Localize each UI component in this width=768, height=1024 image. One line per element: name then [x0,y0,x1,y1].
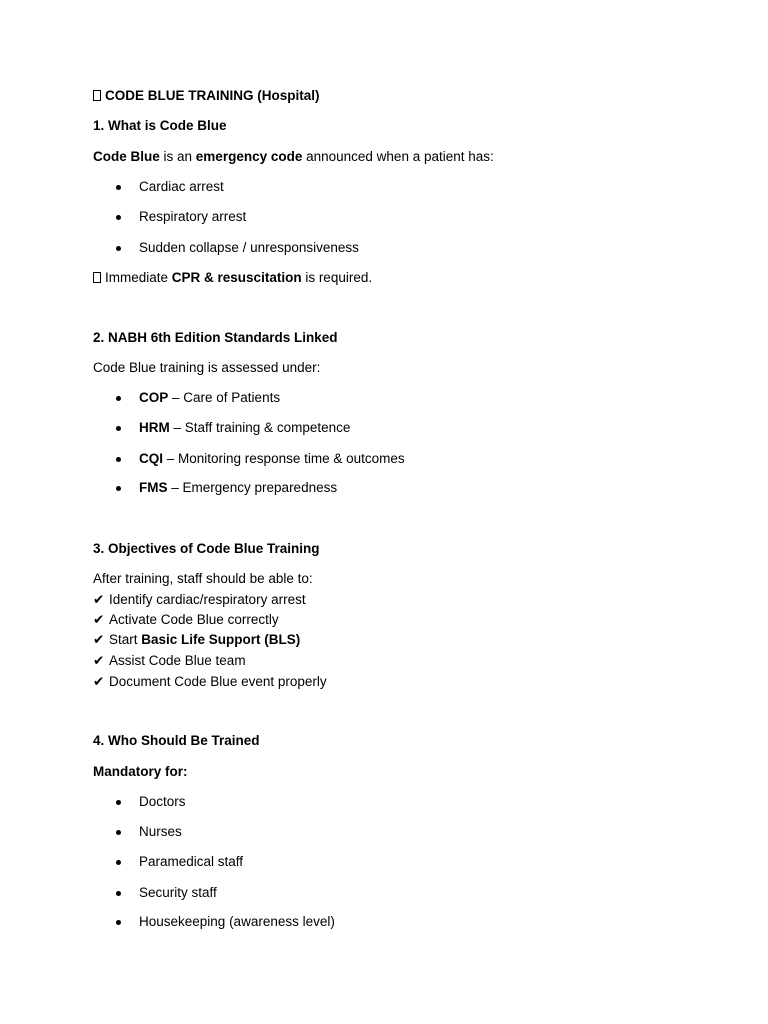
check-item [93,673,327,691]
check-item-text: Activate Code Blue correctly [109,612,279,627]
section-4-subheading: Mandatory for: [93,764,188,779]
standard-desc: – Care of Patients [168,390,281,405]
list-item-text [139,419,350,437]
standard-code: FMS [139,480,168,495]
list-item-text: Security staff [139,885,217,900]
standard-desc: – Emergency preparedness [167,480,338,495]
bullet-icon [116,891,121,896]
section-3-intro: After training, staff should be able to: [93,571,313,586]
list-item-text [139,389,280,407]
term-bls: Basic Life Support (BLS) [141,632,301,647]
document-title-line [93,87,320,105]
standard-desc: – Staff training & competence [169,420,351,435]
standard-code: COP [139,390,169,405]
note-text-end: is required. [301,270,373,285]
term-emergency-code: emergency code [195,149,303,164]
bullet-icon [116,426,121,431]
standard-desc: – Monitoring response time & outcomes [163,451,405,466]
missing-glyph-icon [93,272,101,283]
check-item [93,611,279,629]
document-title: CODE BLUE TRAINING (Hospital) [105,88,320,103]
check-item [93,631,300,649]
bullet-icon [116,215,121,220]
bullet-icon [116,185,121,190]
bullet-icon [116,396,121,401]
list-item-text: Doctors [139,794,186,809]
section-3-heading: 3. Objectives of Code Blue Training [93,541,320,556]
term-cpr: CPR & resuscitation [171,270,302,285]
bullet-icon [116,830,121,835]
list-item-text: Housekeeping (awareness level) [139,914,335,929]
standard-code: CQI [139,451,164,466]
list-item-text: Respiratory arrest [139,209,247,224]
section-1-intro [93,148,494,166]
missing-glyph-icon [93,90,101,101]
term-code-blue: Code Blue [93,149,160,164]
list-item-text: Cardiac arrest [139,179,224,194]
bullet-icon [116,486,121,491]
list-item-text: Paramedical staff [139,854,244,869]
list-item-text [139,450,405,468]
list-item-text [139,479,337,497]
checkmark-icon: ✔ [93,653,105,668]
note-text: Immediate [105,270,172,285]
check-item-text: Assist Code Blue team [109,653,246,668]
intro-text-end: announced when a patient has: [302,149,494,164]
section-1-note [93,269,372,287]
section-2-intro: Code Blue training is assessed under: [93,360,321,375]
standard-code: HRM [139,420,170,435]
list-item-text: Sudden collapse / unresponsiveness [139,240,359,255]
check-item [93,652,246,670]
check-item [93,591,306,609]
bullet-icon [116,860,121,865]
checkmark-icon: ✔ [93,592,105,607]
section-2-heading: 2. NABH 6th Edition Standards Linked [93,330,338,345]
bullet-icon [116,800,121,805]
section-4-heading: 4. Who Should Be Trained [93,733,260,748]
section-1-heading: 1. What is Code Blue [93,118,227,133]
intro-text: is an [159,149,196,164]
checkmark-icon: ✔ [93,632,105,647]
check-item-text: Document Code Blue event properly [109,674,327,689]
bullet-icon [116,457,121,462]
checkmark-icon: ✔ [93,674,105,689]
list-item-text: Nurses [139,824,182,839]
check-item-text: Start [109,632,142,647]
bullet-icon [116,920,121,925]
check-item-text: Identify cardiac/respiratory arrest [109,592,306,607]
bullet-icon [116,246,121,251]
checkmark-icon: ✔ [93,612,105,627]
